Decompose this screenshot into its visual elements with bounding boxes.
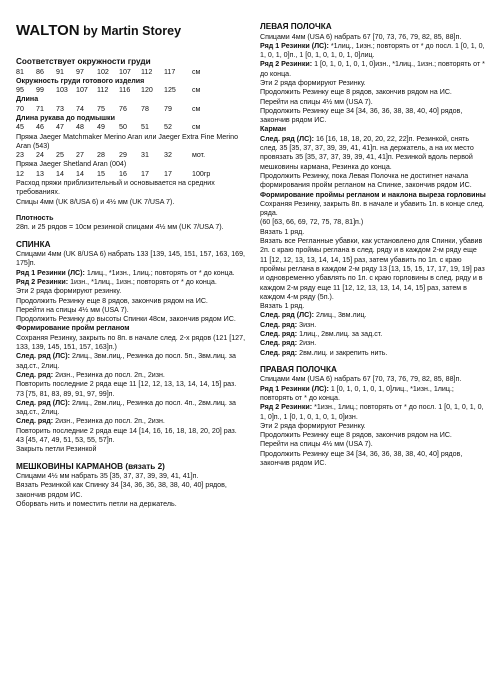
row-text: 2изн., Резинка до посл. 2п., 2изн.	[53, 417, 165, 426]
size-cell: 16	[119, 169, 127, 178]
paragraph: Вязать 1 ряд.	[260, 227, 305, 236]
paragraph: Перейти на спицы 4½ мм (USA 7).	[260, 97, 373, 106]
size-cell: 13	[36, 169, 44, 178]
row-label: Ряд 1 Резинки (ЛС):	[260, 384, 329, 393]
row-text: 1 [0, 1, 0, 1, 0, 1, 0]изн., *1лиц., 1изн.; повторять от * до конца.	[260, 60, 487, 78]
size-cell: 107	[76, 86, 88, 95]
row-label: Ряд 2 Резинки:	[16, 277, 69, 286]
paragraph: Расход пряжи приблизительный и основывается на средних требованиях.	[16, 179, 217, 197]
size-cell: 103	[56, 86, 68, 95]
size-row	[16, 151, 248, 160]
page-title	[16, 22, 181, 39]
paragraph: Продолжить Резинку до высоты Спинки 48см, закончив рядом ИС.	[16, 315, 236, 324]
size-cell: 46	[36, 123, 44, 132]
size-cell: 52	[164, 123, 172, 132]
row-text: 2вм.лиц. и закрепить нить.	[297, 348, 388, 357]
size-cell: 95	[16, 86, 24, 95]
size-cell: 75	[97, 104, 105, 113]
paragraph: 43 [45, 47, 49, 51, 53, 55, 57]п.	[16, 435, 115, 444]
row-text: 3изн.	[297, 320, 317, 329]
instruction-line	[260, 385, 486, 404]
paragraph: Спицы 4мм (UK 8/USA 6) и 4½ мм (UK 7/USA 7).	[16, 197, 175, 206]
size-cell: 71	[36, 104, 44, 113]
paragraph: Продолжить Резинку еще 8 рядов, закончив рядом на ИС.	[260, 88, 452, 97]
subheading: Окружность груди готового изделия	[16, 76, 145, 85]
section-gap	[16, 455, 248, 462]
instruction-line	[16, 399, 248, 418]
subheading: Формирование пройм регланом	[16, 324, 130, 333]
size-cell: мот.	[192, 151, 206, 160]
paragraph: Спицами 4мм (UK 8/USA 6) набрать 133 [139, 145, 151, 157, 163, 169, 175]п.	[16, 250, 247, 268]
size-cell: 29	[119, 151, 127, 160]
paragraph: Продолжить Резинку, пока Левая Полочка не достигнет начала формирования пройм регланом на Спинке, закончив рядом ИС.	[260, 171, 472, 190]
size-cell: 24	[36, 151, 44, 160]
right-column	[260, 22, 486, 468]
paragraph: Спицами 4½ мм набрать 35 [35, 37, 37, 39, 39, 41, 41]п.	[16, 472, 199, 481]
section-heading: МЕШКОВИНЫ КАРМАНОВ (вязать 2)	[16, 461, 165, 471]
size-cell: 17	[141, 169, 149, 178]
paragraph: Вязать Резинкой как Спинку 34 [34, 36, 36, 38, 38, 40, 40] рядов, закончив рядом ИС.	[16, 481, 229, 499]
size-cell: 50	[119, 123, 127, 132]
size-cell: 120	[141, 86, 153, 95]
row-text: 2изн.	[297, 339, 317, 348]
subheading: Плотность	[16, 213, 54, 222]
paragraph: Пряжа Jaeger Matchmaker Merino Aran или Jaeger Extra Fine Merino Aran (543)	[16, 132, 240, 150]
size-cell: 14	[76, 169, 84, 178]
paragraph: Спицами 4мм (USA 6) набрать 67 [70, 73, 76, 79, 82, 85, 88]п.	[260, 32, 462, 41]
size-cell: 32	[164, 151, 172, 160]
size-row	[16, 105, 248, 114]
paragraph: 28п. и 25 рядов = 10см резинкой спицами 4½ мм (UK 7/USA 7).	[16, 223, 224, 232]
section-gap	[16, 207, 248, 214]
paragraph: Сохраняя Резинку, закрыть 8п. в начале и убавить 1п. в конце след. ряда.	[260, 199, 487, 218]
size-cell: 27	[76, 151, 84, 160]
size-cell: 45	[16, 123, 24, 132]
size-cell: 117	[164, 67, 176, 76]
row-label: Ряд 2 Резинки:	[260, 403, 313, 412]
paragraph: Вязать все Регланные убавки, как установлено для Спинки, убавив 2п. с краю проймы реглана в след. ряду и в каждом 2-м ряду еще 11 [12, 12, 13, 13, 14, 14, 15] раз, затем убавить по 1п. с краю проймы реглана в каждом 2-м ряду 13 [13, 15, 15, 17, 17, 19, 19] раз и одновременно убавлять по 1п. с краю горловины в след. ряду и в каждом 2-м ряду еще 11 [12, 12, 13, 13, 14, 14, 15] раз, затем в каждом 4-м ряду (5п.).	[260, 237, 487, 301]
size-row	[16, 170, 248, 179]
row-text: 1лиц., *1изн., 1лиц.; повторять от * до конца.	[84, 268, 235, 277]
paragraph: Вязать 1 ряд.	[260, 302, 305, 311]
size-cell: 112	[97, 86, 109, 95]
row-text: *1лиц., 1изн.; повторять от * до посл. 1 [0, 1, 0, 1, 0, 1, 0]п., 1 [0, 1, 0, 1, 0, 1, 0]лиц.	[260, 41, 487, 60]
paragraph: Закрыть петли Резинкой	[16, 445, 97, 454]
size-cell: 116	[119, 86, 131, 95]
size-cell: 91	[56, 67, 64, 76]
paragraph: (60 [63, 66, 69, 72, 75, 78, 81]п.)	[260, 218, 364, 227]
row-label: След. ряд:	[260, 320, 298, 329]
row-label: След. ряд (ЛС):	[260, 134, 314, 143]
section-gap	[16, 233, 248, 240]
paragraph: Оборвать нить и поместить петли на держатель.	[16, 499, 177, 508]
size-cell: 99	[36, 86, 44, 95]
size-row	[16, 68, 248, 77]
size-cell: 73	[56, 104, 64, 113]
row-text: 2лиц., 2вм.лиц., Резинка до посл. 4п., 2вм.лиц. за зад.ст., 2лиц.	[16, 398, 238, 417]
paragraph: Повторить последние 2 ряда еще 14 [14, 16, 16, 18, 18, 20, 20] раз.	[16, 426, 237, 435]
size-cell: 48	[76, 123, 84, 132]
paragraph: Продолжить Резинку еще 8 рядов, закончив рядом на ИС.	[16, 296, 208, 305]
instruction-line	[260, 311, 486, 320]
size-cell: 97	[76, 67, 84, 76]
row-text: 1лиц., 2вм.лиц. за зад.ст.	[297, 330, 383, 338]
paragraph: Пряжа Jaeger Shetland Aran (004)	[16, 160, 127, 169]
row-label: След. ряд:	[16, 370, 54, 379]
instruction-line	[16, 269, 248, 278]
size-row	[16, 86, 248, 95]
section-heading: ЛЕВАЯ ПОЛОЧКА	[260, 22, 332, 31]
size-cell: см	[192, 67, 201, 76]
size-cell: 47	[56, 123, 64, 132]
paragraph: Перейти на спицы 4½ мм (USA 7).	[260, 440, 373, 449]
size-cell: 102	[97, 67, 109, 76]
paragraph: Перейти на спицы 4½ мм (USA 7).	[16, 305, 129, 314]
row-label: След. ряд:	[260, 348, 298, 357]
size-row	[16, 123, 248, 132]
row-text: 2лиц., 3вм.лиц., Резинка до посл. 5п., 3вм.лиц. за зад.ст., 2лиц.	[16, 352, 238, 370]
size-cell: см	[192, 86, 201, 95]
instruction-line	[260, 339, 486, 348]
title-main: WALTON	[16, 22, 80, 39]
size-cell: 28	[97, 151, 105, 160]
row-text: 16 [16, 18, 18, 20, 20, 22, 22]п. Резинкой, снять след. 35 [35, 37, 37, 39, 39, 41, 41]п. на держатель, а на их место провязать 35 [35, 37, 37, 39, 39, 41, 41]п. Резинкой вдоль первой мешковины кармана, Резинка до конца.	[260, 134, 476, 171]
row-label: След. ряд (ЛС):	[260, 311, 314, 320]
size-cell: 125	[164, 86, 176, 95]
row-label: След. ряд (ЛС):	[16, 352, 70, 361]
section-heading: ПРАВАЯ ПОЛОЧКА	[260, 364, 337, 374]
row-text: *1изн., 1лиц.; повторять от * до посл. 1 [0, 1, 0, 1, 0, 1, 0]п., 1 [0, 1, 0, 1, 0, 1, 0]изн.	[260, 403, 486, 421]
title-author: by Martin Storey	[83, 24, 182, 38]
paragraph: Эти 2 ряда формируют Резинку.	[260, 421, 366, 430]
instruction-line	[260, 135, 486, 172]
size-cell: 14	[56, 169, 64, 178]
paragraph: 73 [75, 81, 83, 89, 91, 97, 99]п.	[16, 389, 115, 398]
size-cell: 70	[16, 104, 24, 113]
size-cell: 23	[16, 151, 24, 160]
paragraph: Сохраняя Резинку, закрыть по 8п. в начале след. 2-х рядов (121 [127, 133, 139, 145, 151, 157, 163]п.)	[16, 333, 248, 352]
paragraph: Эти 2 ряда формируют Резинку.	[260, 78, 366, 87]
size-cell: 31	[141, 151, 149, 160]
instruction-line	[260, 42, 486, 61]
instruction-line	[260, 349, 486, 358]
row-text: 1 [0, 1, 0, 1, 0, 1, 0]лиц., *1изн., 1лиц.; повторять от * до конца.	[260, 384, 456, 402]
paragraph: Продолжить Резинку еще 8 рядов, закончив рядом на ИС.	[260, 431, 452, 440]
row-label: Ряд 1 Резинки (ЛС):	[260, 41, 329, 50]
size-cell: 15	[97, 169, 105, 178]
size-cell: 17	[164, 169, 172, 178]
subheading: Длина	[16, 95, 39, 104]
size-cell: 107	[119, 67, 131, 76]
row-label: Ряд 2 Резинки:	[260, 60, 313, 69]
row-label: Ряд 1 Резинки (ЛС):	[16, 268, 85, 277]
instruction-line	[260, 403, 486, 422]
left-column	[16, 57, 248, 509]
paragraph: Эти 2 ряда формируют резинку.	[16, 287, 122, 296]
row-label: След. ряд (ЛС):	[16, 398, 70, 407]
size-cell: 76	[119, 104, 127, 113]
instruction-line	[260, 330, 486, 339]
subheading: Карман	[260, 125, 286, 134]
size-cell: 25	[56, 151, 64, 160]
instruction-line	[260, 321, 486, 330]
instruction-line	[16, 371, 248, 380]
size-cell: 12	[16, 169, 24, 178]
row-label: След. ряд:	[16, 417, 54, 426]
size-cell: 74	[76, 104, 84, 113]
row-text: 1изн., *1лиц., 1изн.; повторять от * до конца.	[68, 277, 217, 286]
size-cell: 112	[141, 67, 153, 76]
section-heading: СПИНКА	[16, 239, 51, 249]
size-cell: 100гр	[192, 169, 211, 178]
paragraph: Спицами 4мм (USA 6) набрать 67 [70, 73, 76, 79, 82, 85, 88]п.	[260, 375, 462, 384]
size-cell: 51	[141, 123, 149, 132]
row-label: След. ряд:	[260, 330, 298, 338]
subheading: Длина рукава до подмышки	[16, 113, 115, 122]
size-cell: см	[192, 123, 201, 132]
row-label: След. ряд:	[260, 339, 298, 348]
size-cell: 78	[141, 104, 149, 113]
instruction-line	[16, 278, 248, 287]
size-cell: 79	[164, 104, 172, 113]
paragraph: Повторить последние 2 ряда еще 11 [12, 12, 13, 13, 14, 14, 15] раз.	[16, 380, 237, 389]
subheading: Формирование проймы регланом и наклона выреза горловины	[260, 190, 486, 199]
size-cell: см	[192, 104, 201, 113]
row-text: 2изн., Резинка до посл. 2п., 2изн.	[53, 370, 165, 379]
instruction-line	[16, 417, 248, 426]
size-cell: 81	[16, 67, 24, 76]
section-heading: Соответствует окружности груди	[16, 57, 151, 66]
size-cell: 49	[97, 123, 105, 132]
section-gap	[260, 358, 486, 365]
paragraph: Продолжить Резинку еще 34 [34, 36, 36, 38, 38, 40, 40] рядов, закончив рядом ИС.	[260, 449, 465, 468]
instruction-line	[260, 60, 486, 79]
size-cell: 86	[36, 67, 44, 76]
instruction-line	[16, 352, 248, 371]
row-text: 2лиц., 3вм.лиц.	[313, 311, 367, 320]
paragraph: Продолжить Резинку еще 34 [34, 36, 36, 38, 38, 40, 40] рядов, закончив рядом ИС.	[260, 106, 465, 125]
